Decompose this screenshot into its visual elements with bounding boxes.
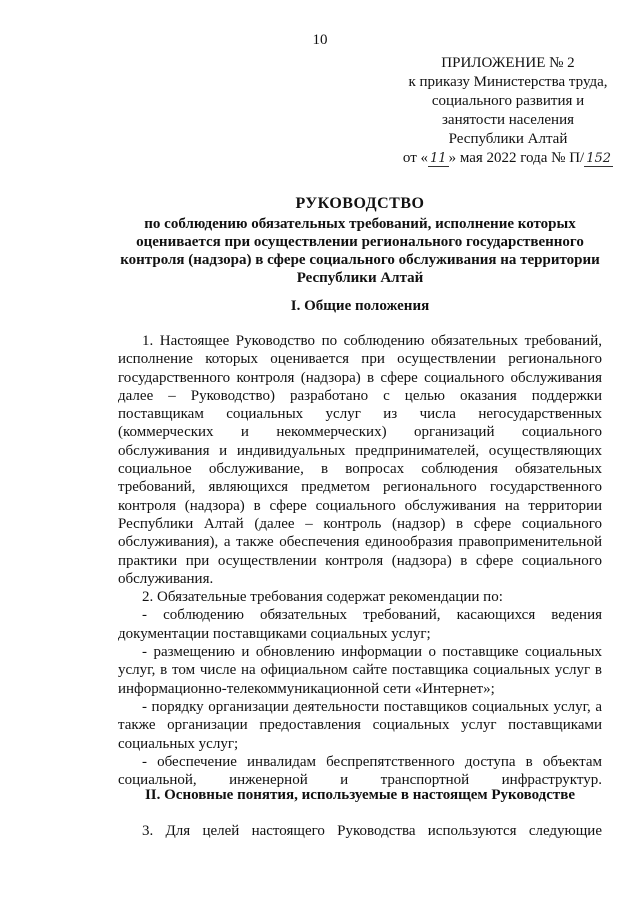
appendix-line: занятости населения (441, 112, 574, 128)
section-heading-concepts: II. Основные понятия, используемые в настоящем Руководстве (144, 787, 576, 803)
bullet-item: - порядку организации деятельности поставщиков социальных услуг, а также организации предоставления социальных услуг поставщиками социальных услуг; (118, 698, 602, 752)
bullet-item: - обеспечение инвалидам беспрепятственного доступа в объектам социальной, инженерной и транспортной инфраструктур. (118, 753, 602, 789)
bullet-item: - соблюдению обязательных требований, касающихся ведения документации поставщиками социальных услуг; (118, 607, 602, 642)
handwritten-day: 11 (430, 151, 447, 166)
date-prefix: от « (402, 150, 429, 166)
appendix-date-line (388, 149, 628, 168)
appendix-line: социального развития и (431, 93, 585, 109)
appendix-line: к приказу Министерства труда, (408, 74, 608, 90)
title-subtitle: по соблюдению обязательных требований, исполнение которых (144, 216, 576, 232)
handwritten-order-number: 152 (586, 151, 612, 166)
appendix-header (388, 54, 628, 168)
title-main: РУКОВОДСТВО (295, 195, 425, 212)
title-subtitle: Республики Алтай (296, 270, 424, 286)
body-text (118, 332, 602, 789)
paragraph-2: 2. Обязательные требования содержат рекомендации по: (142, 589, 503, 606)
appendix-line: Республики Алтай (448, 131, 568, 147)
paragraph-1: 1. Настоящее Руководство по соблюдению обязательных требований, исполнение которых оценивается при осуществлении регионального государственного контроля (надзора) в сфере социального обслуживания далее – Руководство) разработано с целью оказания поддержки поставщикам социальных услуг из числа негосударственных (коммерческих и некоммерческих) организаций социального обслуживания и индивидуальных предпринимателей, осуществляющих социальное обслуживание, в вопросах соблюдения обязательных требований, являющихся предметом регионального государственного контроля (надзора) в сфере социального обслуживания на территории Республики Алтай (далее – контроль (надзор) в сфере социального обслуживания), а также обеспечения единообразия правоприменительной практики при осуществлении контроля (надзора) в сфере социального обслуживания. (118, 333, 602, 587)
title-subtitle: контроля (надзора) в сфере социального обслуживания на территории (120, 252, 600, 268)
bullet-item: - размещению и обновлению информации о поставщике социальных услуг, в том числе на официальном сайте поставщика социальных услуг в информационно-телекоммуникационной сети «Интернет»; (118, 644, 602, 697)
appendix-title: ПРИЛОЖЕНИЕ № 2 (441, 55, 575, 71)
date-mid: » мая 2022 года № П/ (448, 150, 585, 166)
body-text-continued (118, 822, 602, 840)
section-heading-general: I. Общие положения (290, 298, 430, 314)
title-subtitle: оценивается при осуществлении регионального государственного (136, 234, 584, 250)
paragraph-3: 3. Для целей настоящего Руководства используются следующие (142, 823, 602, 839)
page-number: 10 (312, 32, 328, 48)
document-title (100, 195, 620, 287)
